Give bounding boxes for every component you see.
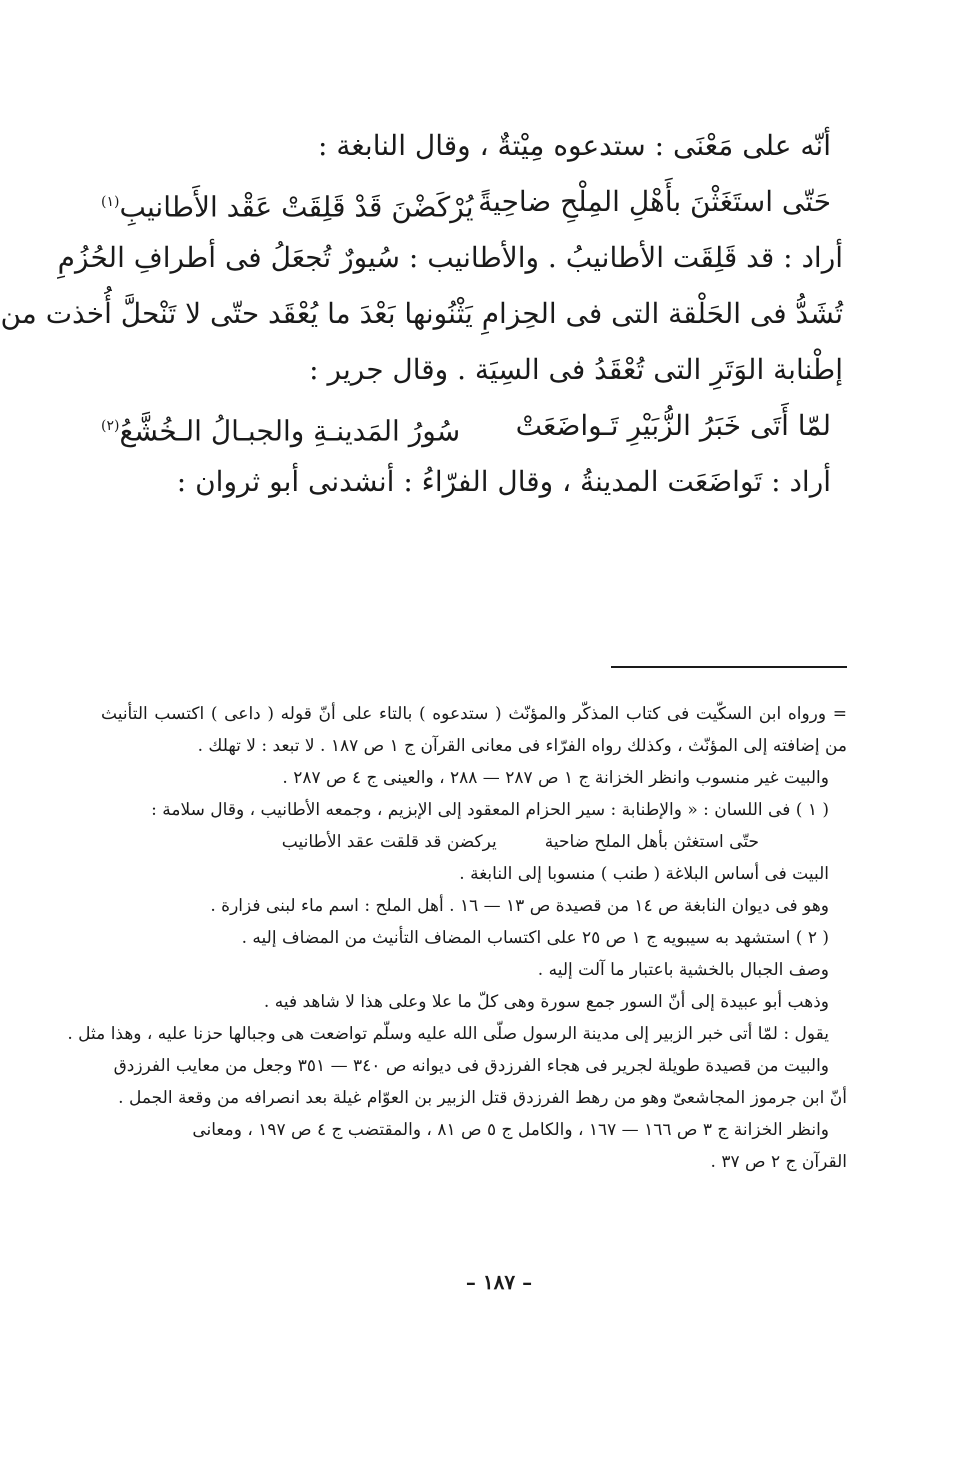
- footnote-verse-first: حتّى استغثن بأهل الملح ضاحية: [544, 832, 759, 852]
- verse-hemistich-text: يُرْكَضْنَ قَدْ قَلِقَتْ عَقْد الأَطانيبِ: [119, 190, 474, 224]
- footnote-verse-second: يركضن قد قلقت عقد الأطانيب: [281, 832, 497, 852]
- verse-hemistich-first: لمّا أَتَى خَبَرُ الزُّبَيْرِ تَـواضَعَتْ: [515, 409, 831, 442]
- footnote-marker: (٢): [101, 418, 120, 434]
- footnote-line: وذهب أبو عبيدة إلى أنّ السور جمع سورة وهى كلّ ما علا وعلى هذا لا شاهد فيه .: [263, 992, 829, 1012]
- footnote-line: وصف الجبال بالخشية باعتبار ما آلت إليه .: [537, 960, 829, 980]
- footnote-marker: (١): [101, 194, 120, 210]
- verse-hemistich-text: سُورُ المَدينـةِ والجبـالُ الـخُشَّعُ: [119, 414, 461, 448]
- text-line: أراد : تَواضَعَت المدينةُ ، وقال الفرّاءُ : أنشدنى أبو ثروان :: [176, 465, 831, 498]
- footnote-line: البيت فى أساس البلاغة ( طنب ) منسوبا إلى النابغة .: [459, 864, 829, 884]
- footnote-line: ( ١ ) فى اللسان : « والإطنابة : سير الحزام المعقود إلى الإبزيم ، وجمعه الأطانيب ، وقال سلامة :: [151, 800, 829, 820]
- footnote-line: أنّ ابن جرموز المجاشعىّ وهو من رهط الفرزدق قتل الزبير بن العوّام غيلة بعد انصرافه من وقعة الجمل .: [118, 1088, 847, 1108]
- verse-line: [99, 398, 843, 454]
- footnote-verse: [101, 826, 847, 858]
- text-line: أنّه على مَعْنَى : ستدعوه مِيْتةٌ ، وقال النابغة :: [318, 129, 831, 162]
- footnote-line: = ورواه ابن السكّيت فى كتاب المذكّر والمؤنّث ( ستدعوه ) بالتاء على أنّ قوله ( داعى ) اكتسب التأنيث: [101, 704, 847, 724]
- footnote-separator: [611, 666, 847, 668]
- page-number: – ١٨٧ –: [465, 1270, 533, 1294]
- text-line: أراد : قد قَلِقَت الأطانيبُ . والأطانيب : سُيورٌ تُجعَلُ فى أطرافِ الحُزُمِ: [57, 241, 843, 274]
- text-line: إطْنابة الوَتَرِ التى تُعْقَدُ فى السِيَة . وقال جرير :: [309, 353, 843, 386]
- verse-hemistich-second: [101, 398, 460, 454]
- footnotes: [67, 698, 847, 1178]
- verse-line: [99, 174, 843, 230]
- text-line: تُشَدُّ فى الحَلْقة التى فى الحِزامِ يَثْنُونها بَعْدَ ما يُعْقَد حتّى لا تَنْحلَّ أُخذت من: [0, 297, 843, 330]
- footnote-line: من إضافته إلى المؤنّث ، وكذلك رواه الفرّاء فى معانى القرآن ج ١ ص ١٨٧ . لا تبعد : لا تهلك .: [197, 736, 847, 756]
- footnote-line: والبيت من قصيدة طويلة لجرير فى هجاء الفرزدق فى ديوانه ص ٣٤٠ — ٣٥١ وجعل من معايب الفرزدق: [113, 1056, 829, 1076]
- footnote-line: القرآن ج ٢ ص ٣٧ .: [710, 1152, 847, 1172]
- footnote-line: والبيت غير منسوب وانظر الخزانة ج ١ ص ٢٨٧ — ٢٨٨ ، والعينى ج ٤ ص ٢٨٧ .: [282, 768, 829, 788]
- footnote-line: ( ٢ ) استشهد به سيبويه ج ١ ص ٢٥ على اكتساب المضاف التأنيث من المضاف إليه .: [241, 928, 829, 948]
- verse-hemistich-first: حَتّى استَغَثْنَ بأَهْلِ المِلْحِ ضاحِيةً: [478, 185, 831, 218]
- verse-hemistich-second: [101, 174, 474, 230]
- footnote-line: وانظر الخزانة ج ٣ ص ١٦٦ — ١٦٧ ، والكامل ج ٥ ص ٨١ ، والمقتضب ج ٤ ص ١٩٧ ، ومعانى: [192, 1120, 829, 1140]
- footnote-line: وهو فى ديوان النابغة ص ١٤ من قصيدة ص ١٣ — ١٦ . أهل الملح : اسم ماء لبنى فزارة .: [210, 896, 829, 916]
- footnote-line: يقول : لمّا أتى خبر الزبير إلى مدينة الرسول صلّى الله عليه وسلّم تواضعت هى وجبالها حزنا عليه ، وهذا مثل .: [67, 1024, 829, 1044]
- main-text: [0, 118, 843, 510]
